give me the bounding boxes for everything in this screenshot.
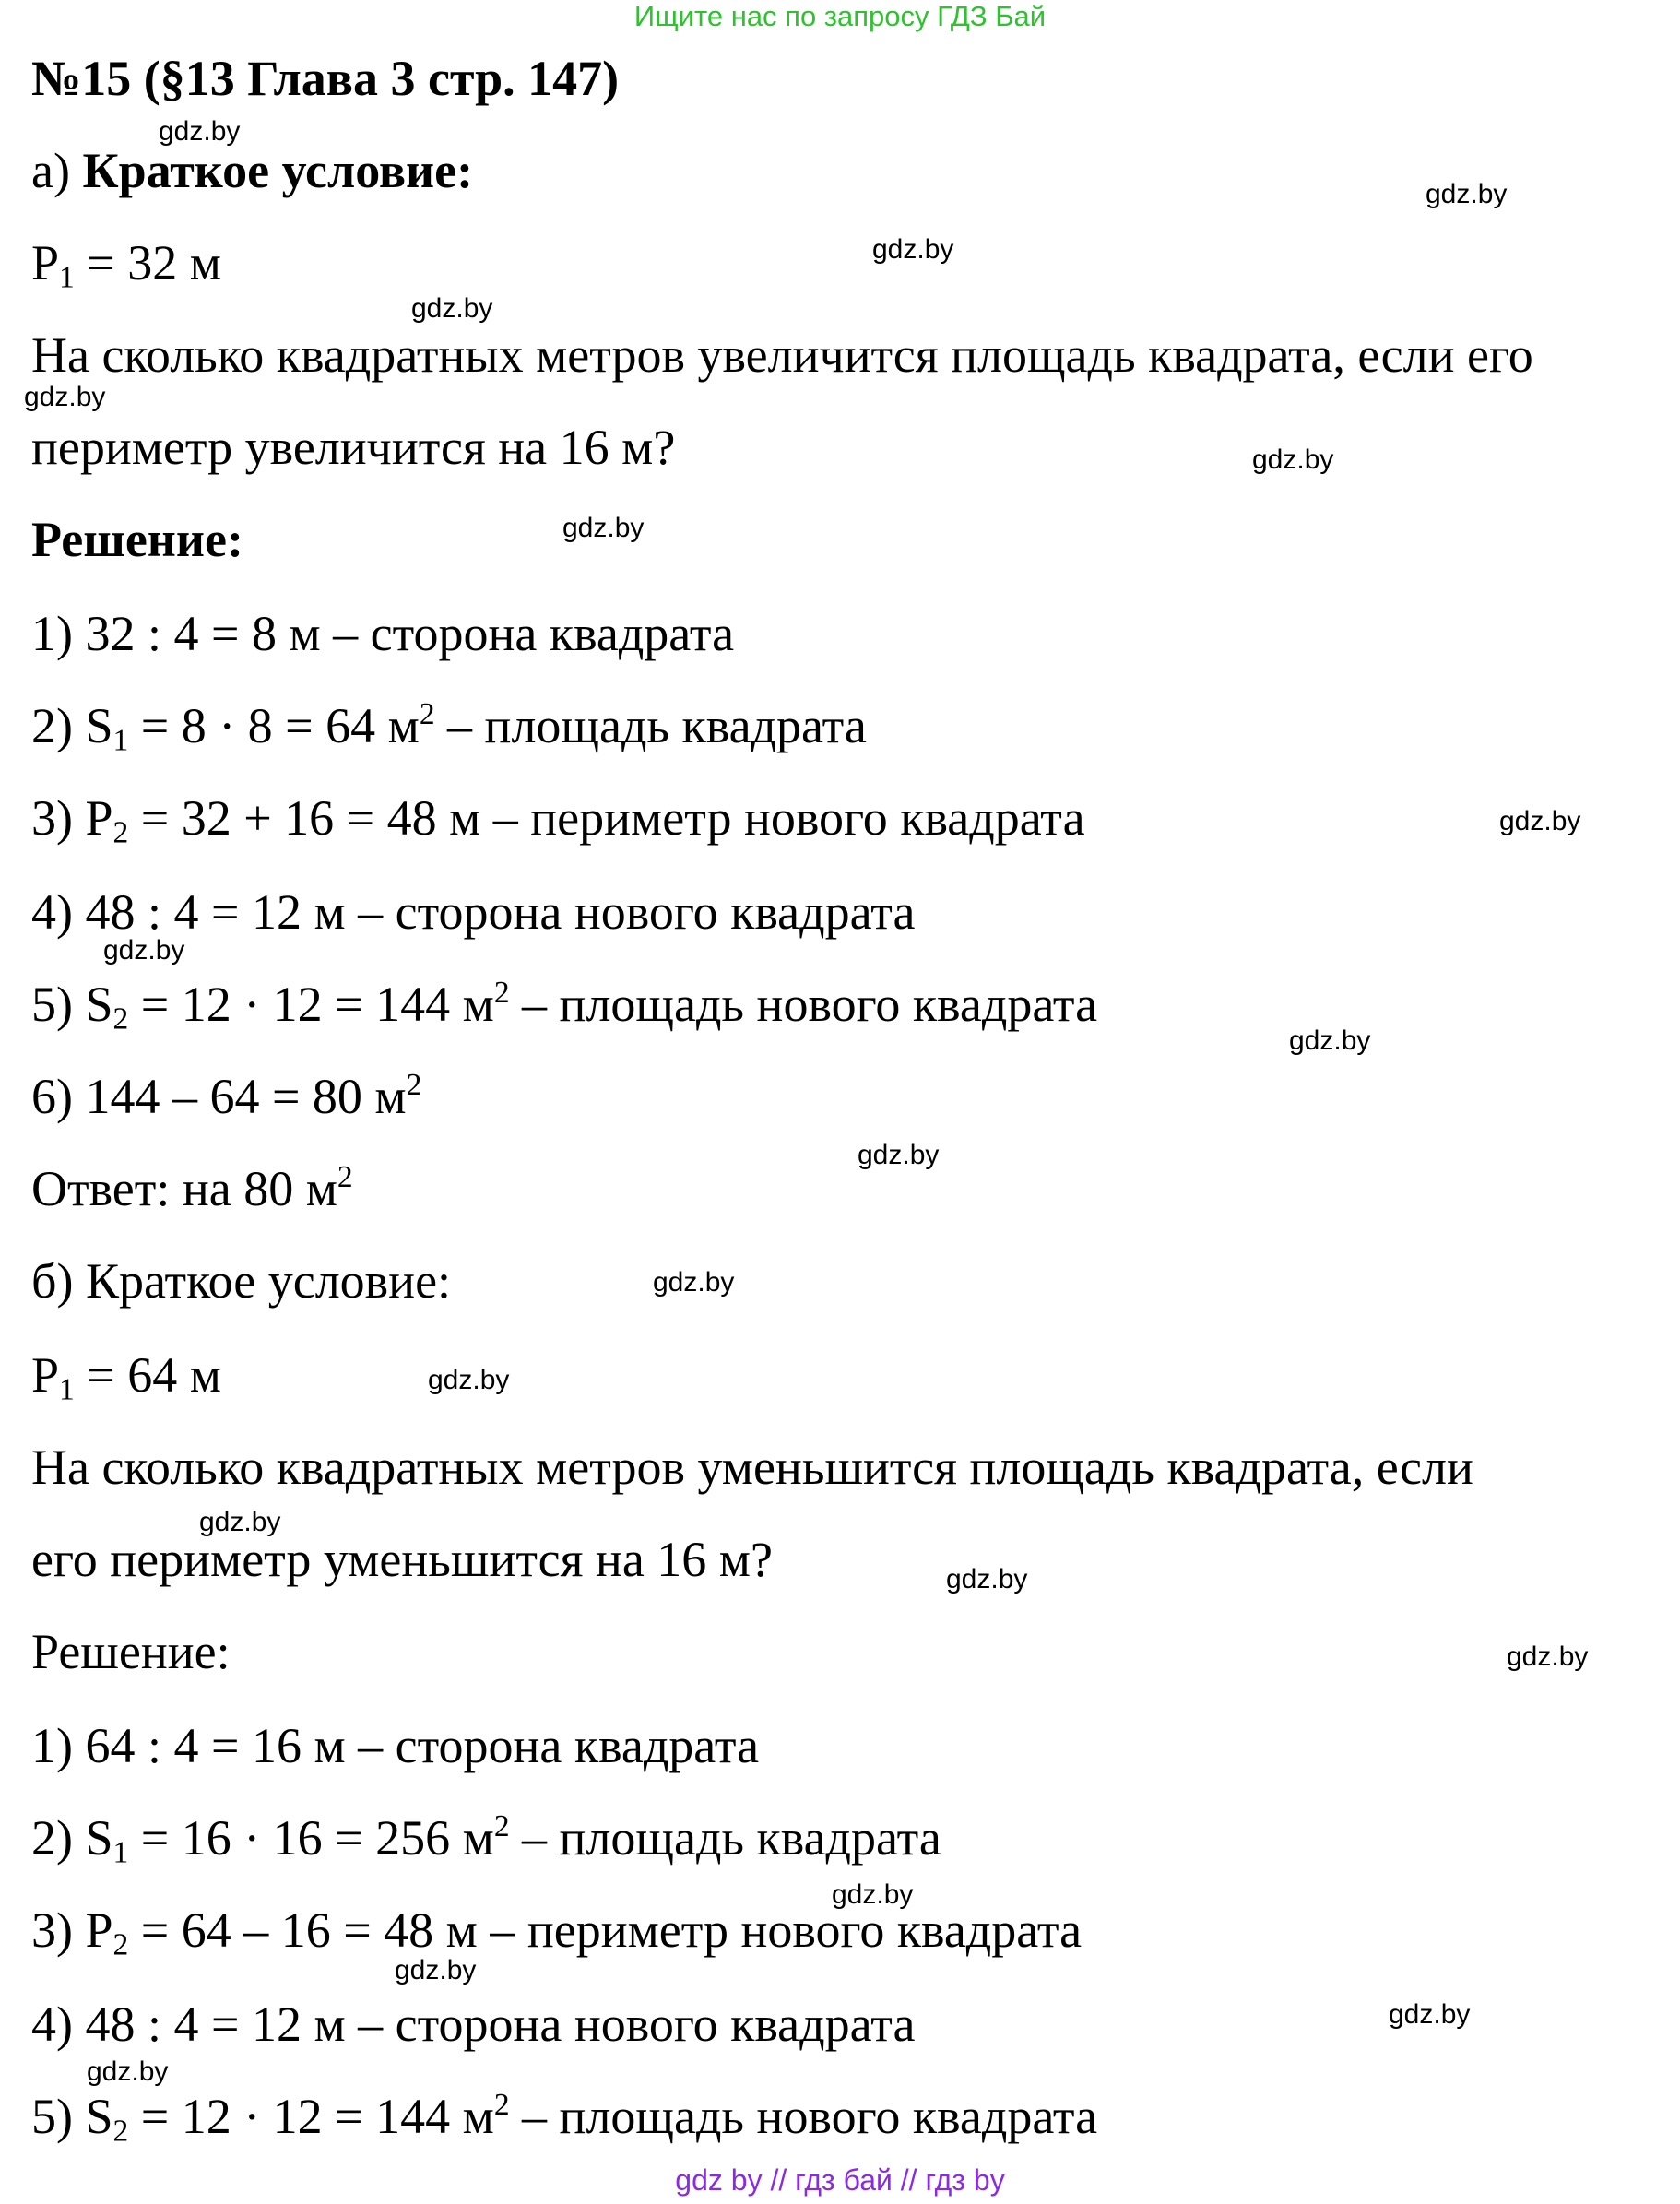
part-b-question-line-2: его периметр уменьшится на 16 м? xyxy=(31,1532,773,1587)
watermark: gdz.by xyxy=(103,935,185,966)
part-a-step-5-pre: 5) S xyxy=(31,977,113,1032)
watermark: gdz.by xyxy=(1389,1999,1471,2030)
part-b-solution-label: Решение: xyxy=(31,1624,231,1679)
part-a-given-value: = 32 м xyxy=(74,235,221,290)
watermark: gdz.by xyxy=(411,293,493,324)
part-b-step-2 xyxy=(31,1808,941,1870)
watermark: gdz.by xyxy=(872,234,954,265)
watermark: gdz.by xyxy=(24,382,106,412)
part-b-step-5-mid: = 12 · 12 = 144 м xyxy=(128,2089,494,2144)
part-b-given-value: = 64 м xyxy=(74,1347,221,1403)
part-a-prefix: а) xyxy=(31,143,83,198)
part-a-condition-label: Краткое условие: xyxy=(82,143,474,198)
watermark: gdz.by xyxy=(87,2056,169,2087)
part-b-step-2-post: – площадь квадрата xyxy=(509,1810,941,1866)
watermark: gdz.by xyxy=(946,1564,1028,1594)
part-b-given-subscript: 1 xyxy=(59,1372,75,1407)
part-b-step-5-sup: 2 xyxy=(493,2087,510,2122)
part-b-step-3-post: = 64 – 16 = 48 м – периметр нового квадрата xyxy=(128,1902,1083,1958)
part-a-condition-heading xyxy=(31,143,474,198)
part-b-step-5-sub: 2 xyxy=(112,2114,129,2149)
part-a-question-line-1: На сколько квадратных метров увеличится площадь квадрата, если его xyxy=(31,327,1533,383)
part-b-step-3-pre: 3) P xyxy=(31,1902,113,1958)
part-a-step-2-mid: = 8 · 8 = 64 м xyxy=(128,698,420,753)
part-a-step-2 xyxy=(31,696,867,758)
part-b-step-5-pre: 5) S xyxy=(31,2089,113,2144)
part-a-step-3-pre: 3) P xyxy=(31,790,113,846)
part-a-answer xyxy=(31,1159,353,1216)
part-b-question-line-1: На сколько квадратных метров уменьшится площадь квадрата, если xyxy=(31,1440,1473,1495)
part-a-step-2-post: – площадь квадрата xyxy=(434,698,867,753)
watermark: gdz.by xyxy=(428,1365,510,1395)
part-a-answer-sup: 2 xyxy=(337,1159,353,1194)
part-a-step-6-pre: 6) 144 – 64 = 80 м xyxy=(31,1069,407,1124)
watermark: gdz.by xyxy=(1289,1025,1371,1056)
part-a-step-6-sup: 2 xyxy=(406,1067,422,1102)
part-a-solution-label: Решение: xyxy=(31,512,243,567)
part-b-step-4: 4) 48 : 4 = 12 м – сторона нового квадрата xyxy=(31,1997,916,2052)
part-b-step-3-sub: 2 xyxy=(112,1927,129,1962)
part-a-step-1: 1) 32 : 4 = 8 м – сторона квадрата xyxy=(31,606,735,661)
part-a-given-symbol: P xyxy=(31,235,60,290)
watermark: gdz.by xyxy=(395,1955,477,1985)
watermark: gdz.by xyxy=(159,116,241,147)
watermark: gdz.by xyxy=(653,1267,735,1298)
part-b-step-2-pre: 2) S xyxy=(31,1810,113,1866)
watermark: gdz.by xyxy=(858,1140,940,1170)
top-banner-link[interactable]: Ищите нас по запросу ГДЗ Бай xyxy=(633,0,1047,32)
part-a-step-4: 4) 48 : 4 = 12 м – сторона нового квадрата xyxy=(31,884,916,940)
part-b-step-3 xyxy=(31,1902,1083,1962)
part-a-step-2-pre: 2) S xyxy=(31,698,113,753)
part-b-given-symbol: P xyxy=(31,1347,60,1403)
watermark: gdz.by xyxy=(199,1507,281,1537)
watermark: gdz.by xyxy=(1499,806,1581,836)
part-a-step-5-sup: 2 xyxy=(493,975,510,1010)
part-a-step-3-post: = 32 + 16 = 48 м – периметр нового квадрата xyxy=(128,790,1085,846)
part-b-given xyxy=(31,1347,221,1407)
part-a-step-2-sup: 2 xyxy=(419,696,435,731)
part-b-step-1: 1) 64 : 4 = 16 м – сторона квадрата xyxy=(31,1718,760,1773)
part-a-step-5 xyxy=(31,975,1098,1037)
part-b-step-2-sub: 1 xyxy=(112,1835,129,1870)
part-a-given-subscript: 1 xyxy=(59,260,75,295)
part-a-step-3 xyxy=(31,790,1085,850)
page-title: №15 (§13 Глава 3 стр. 147) xyxy=(31,51,620,106)
watermark: gdz.by xyxy=(832,1879,914,1910)
watermark: gdz.by xyxy=(1252,444,1334,475)
part-a-step-6 xyxy=(31,1067,422,1124)
watermark: gdz.by xyxy=(1426,179,1508,209)
part-a-given xyxy=(31,235,221,295)
footer-links[interactable]: gdz by // гдз бай // гдз by xyxy=(675,2163,1005,2197)
part-a-step-5-mid: = 12 · 12 = 144 м xyxy=(128,977,494,1032)
watermark: gdz.by xyxy=(562,513,645,543)
part-b-step-2-sup: 2 xyxy=(493,1808,510,1843)
part-a-answer-text: Ответ: на 80 м xyxy=(31,1161,337,1216)
part-b-condition-heading: б) Краткое условие: xyxy=(31,1253,452,1309)
part-a-question-line-2: периметр увеличится на 16 м? xyxy=(31,420,676,475)
part-b-step-5-post: – площадь нового квадрата xyxy=(509,2089,1098,2144)
part-b-step-5 xyxy=(31,2087,1098,2149)
part-a-step-5-post: – площадь нового квадрата xyxy=(509,977,1098,1032)
part-a-step-3-sub: 2 xyxy=(112,815,129,850)
part-a-step-5-sub: 2 xyxy=(112,1001,129,1037)
watermark: gdz.by xyxy=(1507,1641,1589,1672)
part-a-step-2-sub: 1 xyxy=(112,723,129,758)
part-b-step-2-mid: = 16 · 16 = 256 м xyxy=(128,1810,494,1866)
